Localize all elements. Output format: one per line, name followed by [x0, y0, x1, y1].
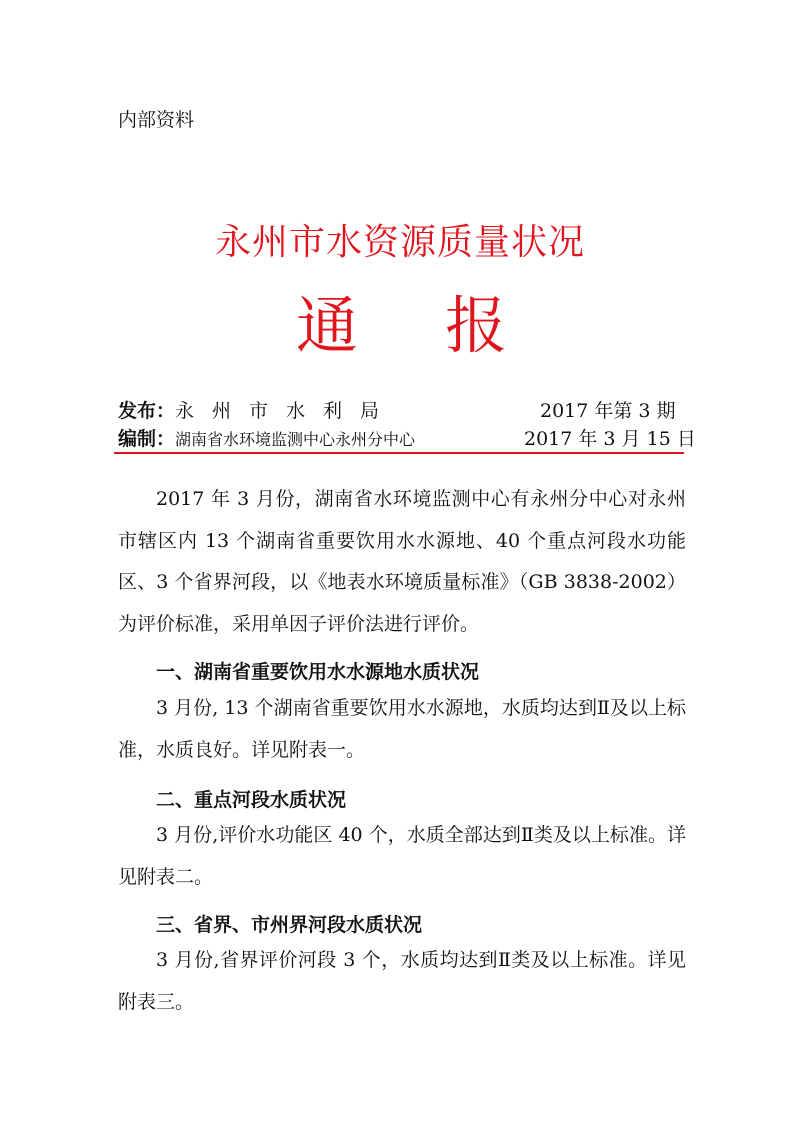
intro-text: 2017 年 3 月份，湖南省水环境监测中心有永州分中心对永州市辖区内 13 个湖南省重要饮用水水源地、40 个重点河段水功能区、3 个省界河段，以《地表水环境质量标准》（GB 3838-2002）为评价标准，采用单因子评价法进行评价。: [118, 488, 686, 635]
header-divider: [114, 452, 684, 454]
section3-text: 3 月份,省界评价河段 3 个，水质均达到Ⅱ类及以上标准。详见附表三。: [118, 949, 686, 1013]
report-subtitle-char-2: 报: [445, 289, 508, 362]
issuer-value: 永州市水利局: [175, 400, 398, 422]
compiler-value: 湖南省水环境监测中心永州分中心: [175, 430, 416, 449]
section1-paragraph: [118, 688, 686, 771]
section2-paragraph: [118, 815, 686, 898]
section2-text: 3 月份,评价水功能区 40 个，水质全部达到Ⅱ类及以上标准。详见附表二。: [118, 824, 686, 888]
internal-material-label: 内部资料: [118, 109, 195, 131]
section3-paragraph: [118, 940, 686, 1023]
section3-heading: 三、省界、市州界河段水质状况: [156, 914, 423, 936]
section1-text: 3 月份, 13 个湖南省重要饮用水水源地，水质均达到Ⅱ及以上标准，水质良好。详见附表一。: [118, 697, 686, 761]
issuer-label: 发布：: [118, 400, 176, 422]
compiler-label: 编制：: [118, 428, 176, 450]
section1-heading: 一、湖南省重要饮用水水源地水质状况: [156, 661, 480, 683]
issue-date: 2017 年 3 月 15 日: [524, 428, 696, 450]
report-title: 永州市水资源质量状况: [214, 222, 585, 263]
report-subtitle-char-1: 通: [296, 289, 359, 362]
section2-heading: 二、重点河段水质状况: [156, 789, 347, 811]
intro-paragraph: [118, 479, 686, 645]
issuer-row: [118, 396, 397, 423]
issue-number: 2017 年第 3 期: [540, 400, 676, 422]
compiler-row: [118, 424, 415, 451]
